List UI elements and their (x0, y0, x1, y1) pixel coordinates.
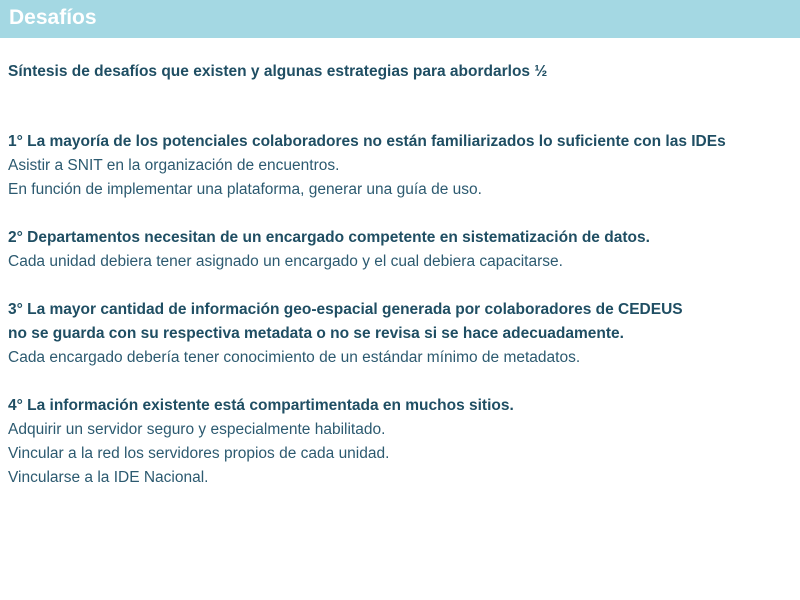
challenge-3 (8, 298, 800, 370)
challenge-heading: 4° La información existente está compartimentada en muchos sitios. (8, 397, 514, 414)
challenge-1 (8, 130, 800, 202)
challenge-heading: 1° La mayoría de los potenciales colaboradores no están familiarizados lo suficiente con las IDEs (8, 133, 726, 150)
spacer (8, 82, 800, 130)
slide-title: Desafíos (9, 6, 97, 29)
strategy-item: Adquirir un servidor seguro y especialmente habilitado. (8, 421, 386, 438)
challenge-heading: 3° La mayor cantidad de información geo-espacial generada por colaboradores de CEDEUS (8, 301, 683, 318)
strategy-item: Cada encargado debería tener conocimiento de un estándar mínimo de metadatos. (8, 349, 581, 366)
slide-subtitle: Síntesis de desafíos que existen y algunas estrategias para abordarlos ½ (8, 63, 548, 80)
challenge-4 (8, 394, 800, 490)
strategy-item: Vincularse a la IDE Nacional. (8, 469, 209, 486)
strategy-item: En función de implementar una plataforma, generar una guía de uso. (8, 181, 482, 198)
strategy-item: Cada unidad debiera tener asignado un encargado y el cual debiera capacitarse. (8, 253, 563, 270)
title-bar (0, 0, 800, 38)
challenge-heading: 2° Departamentos necesitan de un encargado competente en sistematización de datos. (8, 229, 650, 246)
strategy-item: Vincular a la red los servidores propios de cada unidad. (8, 445, 390, 462)
strategy-item: Asistir a SNIT en la organización de encuentros. (8, 157, 340, 174)
slide-content (8, 62, 800, 490)
challenge-heading-continued: no se guarda con su respectiva metadata o no se revisa si se hace adecuadamente. (8, 325, 624, 342)
challenge-2 (8, 226, 800, 274)
